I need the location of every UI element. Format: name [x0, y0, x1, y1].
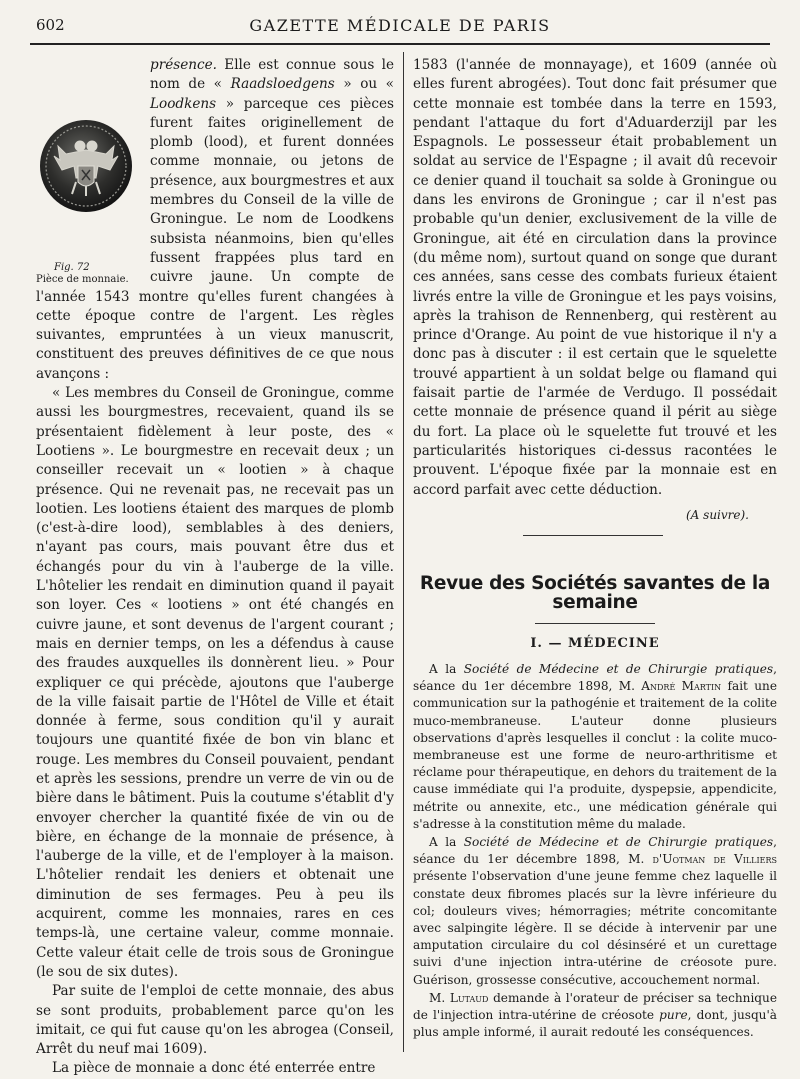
right-paragraph-1: 1583 (l'année de monnayage), et 1609 (année où elles furent abrogées). Tout donc fait présumer que cette monnaie est tombée dans la terre en 1593, pendant l'attaque du fort d'Aduarderzijl par les Espagnols. Le possesseur était probablement un soldat au service de l'Espagne ; il avait dû recevoir ce denier quand il touchait sa solde à Groningue ou dans les environs de Groningue ; car il n'est pas probable qu'un denier, exclusivement de la ville de Groningue, ait été en circulation dans la province (du même nom), surtout quand on songe que durant ces années, sans cesse des combats furieux étaient livrés entre la ville de Groningue et les pays voisins, après la trahison de Rennenberg, qui restèrent au prince d'Orange. Au point de vue historique il n'y a donc pas à discuter : il est certain que le squelette trouvé appartient à un soldat belge ou flamand qui faisait partie de l'armée de Verdugo. Il possédait cette monnaie de présence quand il périt au siège du fort. La place où le squelette fut trouvé et les particularités historiques ci-dessus racontées le prouvent. L'époque fixée par la monnaie est en accord parfait avec cette déduction.: [413, 57, 777, 498]
header-rule: [30, 43, 770, 45]
coin-eagle-icon: [36, 116, 136, 216]
text-span: M.: [429, 990, 450, 1005]
text-span: , séance du 1er décembre 1898, M.: [413, 662, 777, 694]
text-span: » ou «: [334, 76, 394, 93]
text-span: fait une communication sur la pathogénie et traitement de la colite muco-membraneuse. L'auteur donne plusieurs observations d'après lesquelles il conclut : la colite muco-membraneuse est une forme de neuro-arthritisme et réclame pour thérapeutique, en dehors du traitement de la cause immédiate qui l'a produite, dyspepsie, appendicite, métrite ou annexite, etc., une médication générale qui s'adresse à la constitution même du malade.: [413, 679, 777, 831]
italic-loodkens: Loodkens: [150, 95, 217, 112]
report-2: [413, 834, 777, 989]
text-span: » parceque ces pièces furent faites originellement de plomb (lood), et furent données comme monnaie, ou jetons de présence, aux bourgmestres et aux membres du Conseil de la ville de Groningue. Le nom de Loodkens subsista néanmoins, bien qu'elles fussent frappées plus tard en cuivre jaune. Un compte de l'année 1543 montre qu'elles furent changées à cette époque contre de l'argent. Les règles suivantes, empruntées à un vieux manuscrit, constituent des preuves définitives de ce que nous avançons :: [36, 95, 394, 382]
page-number: 602: [36, 16, 65, 34]
coin-figure: [36, 56, 144, 285]
italic-pure: pure: [659, 1008, 688, 1023]
text-span: , séance du 1er décembre 1898, M.: [413, 835, 777, 867]
to-be-continued: (A suivre).: [686, 507, 749, 522]
article-end-rule: [523, 535, 663, 536]
title-rule: [535, 623, 655, 624]
society-name: Société de Médecine et de Chirurgie pratiques: [463, 662, 774, 677]
report-3: [413, 990, 777, 1042]
text-span: , dont, jusqu'à plus ample informé, il aurait redouté les conséquences.: [413, 1008, 778, 1040]
report-1: [413, 661, 777, 833]
society-reports: [413, 661, 777, 1041]
author-name: d'Uotman de Villiers: [652, 852, 777, 867]
section-title: I. — MÉDECINE: [530, 635, 660, 651]
figure-caption-text: Pièce de monnaie.: [36, 274, 129, 285]
society-name: Société de Médecine et de Chirurgie pratiques: [463, 835, 774, 850]
left-paragraph-2: « Les membres du Conseil de Groningue, comme aussi les bourgmestres, recevaient, quand ils se présentaient fidèlement à leur poste, des « Lootiens ». Le bourgmestre en recevait deux ; un conseiller recevait un « lootien » à chaque présence. Qui ne revenait pas, ne recevait pas un lootien. Les lootiens étaient des marques de plomb (c'est-à-dire lood), semblables à des deniers, n'ayant pas cours, mais pouvant être dus et échangés pour du vin à l'auberge de la ville. L'hôtelier les rendait en diminution quand il payait son loyer. Ces « lootiens » ont été changés en cuivre jaune, et sont devenus de l'argent courant ; mais en dernier temps, on les a défendus à cause des fraudes auxquelles ils donnèrent lieu. » Pour expliquer ce qui précède, ajoutons que l'auberge de la ville faisait partie de l'Hôtel de Ville et était donnée à ferme, sous condition qu'il y aurait toujours une quantité fixée de bon vin blanc et rouge. Les membres du Conseil pouvaient, pendant et après les sessions, prendre un verre de vin ou de bière dans le bâtiment. Puis la coutume s'établit d'y envoyer chercher la quantité fixée de vin ou de bière, en échange de la monnaie de présence, à l'auberge de la ville, et de l'employer à la maison. L'hôtelier rendait les deniers et obtenait une diminution de ses fermages. Peu à peu ils acquirent, comme les monnaies, rares en ces temps-là, une certaine valeur, comme monnaie. Cette valeur était celle de trois sous de Groningue (le sou de six dutes).: [36, 385, 394, 980]
figure-caption: [36, 262, 144, 286]
review-title: Revue des Sociétés savantes de la semaine: [419, 573, 771, 614]
page-header: [30, 14, 770, 36]
text-span: Elle est connue sous le nom de «: [150, 57, 394, 93]
column-divider: [403, 52, 404, 1052]
journal-title: GAZETTE MÉDICALE DE PARIS: [249, 16, 551, 35]
text-span: A la: [429, 835, 464, 850]
coin-image: [36, 116, 140, 216]
figure-label: Fig. 72: [54, 262, 90, 273]
text-span: A la: [429, 662, 464, 677]
text-span: demande à l'orateur de préciser sa technique de l'injection intra-utérine de créosote: [413, 990, 777, 1023]
left-paragraph-4: La pièce de monnaie a donc été enterrée entre: [52, 1060, 376, 1077]
left-paragraph-3: Par suite de l'emploi de cette monnaie, des abus se sont produits, probablement parce qu'on les imitait, ce qui fut cause qu'on les abrogea (Conseil, Arrêt du neuf mai 1609).: [36, 983, 394, 1058]
italic-raadsloedgens: Raadsloedgens: [230, 76, 335, 93]
author-name: André Martin: [641, 679, 722, 694]
right-column: [413, 56, 777, 1042]
italic-presence: présence.: [150, 57, 217, 73]
left-column: [36, 56, 394, 1079]
text-span: présente l'observation d'une jeune femme chez laquelle il constate deux fibromes placés sur la lèvre inférieure du col; douleurs vives; hémorragies; métrite concomitante avec salpingite légère. Il se décide à intervenir par une amputation circulaire du col désinséré et un curettage suivi d'une injection intra-utérine de créosote pure. Guérison, grossesse consécutive, accouchement normal.: [413, 869, 777, 987]
author-name: Lutaud: [449, 990, 489, 1005]
